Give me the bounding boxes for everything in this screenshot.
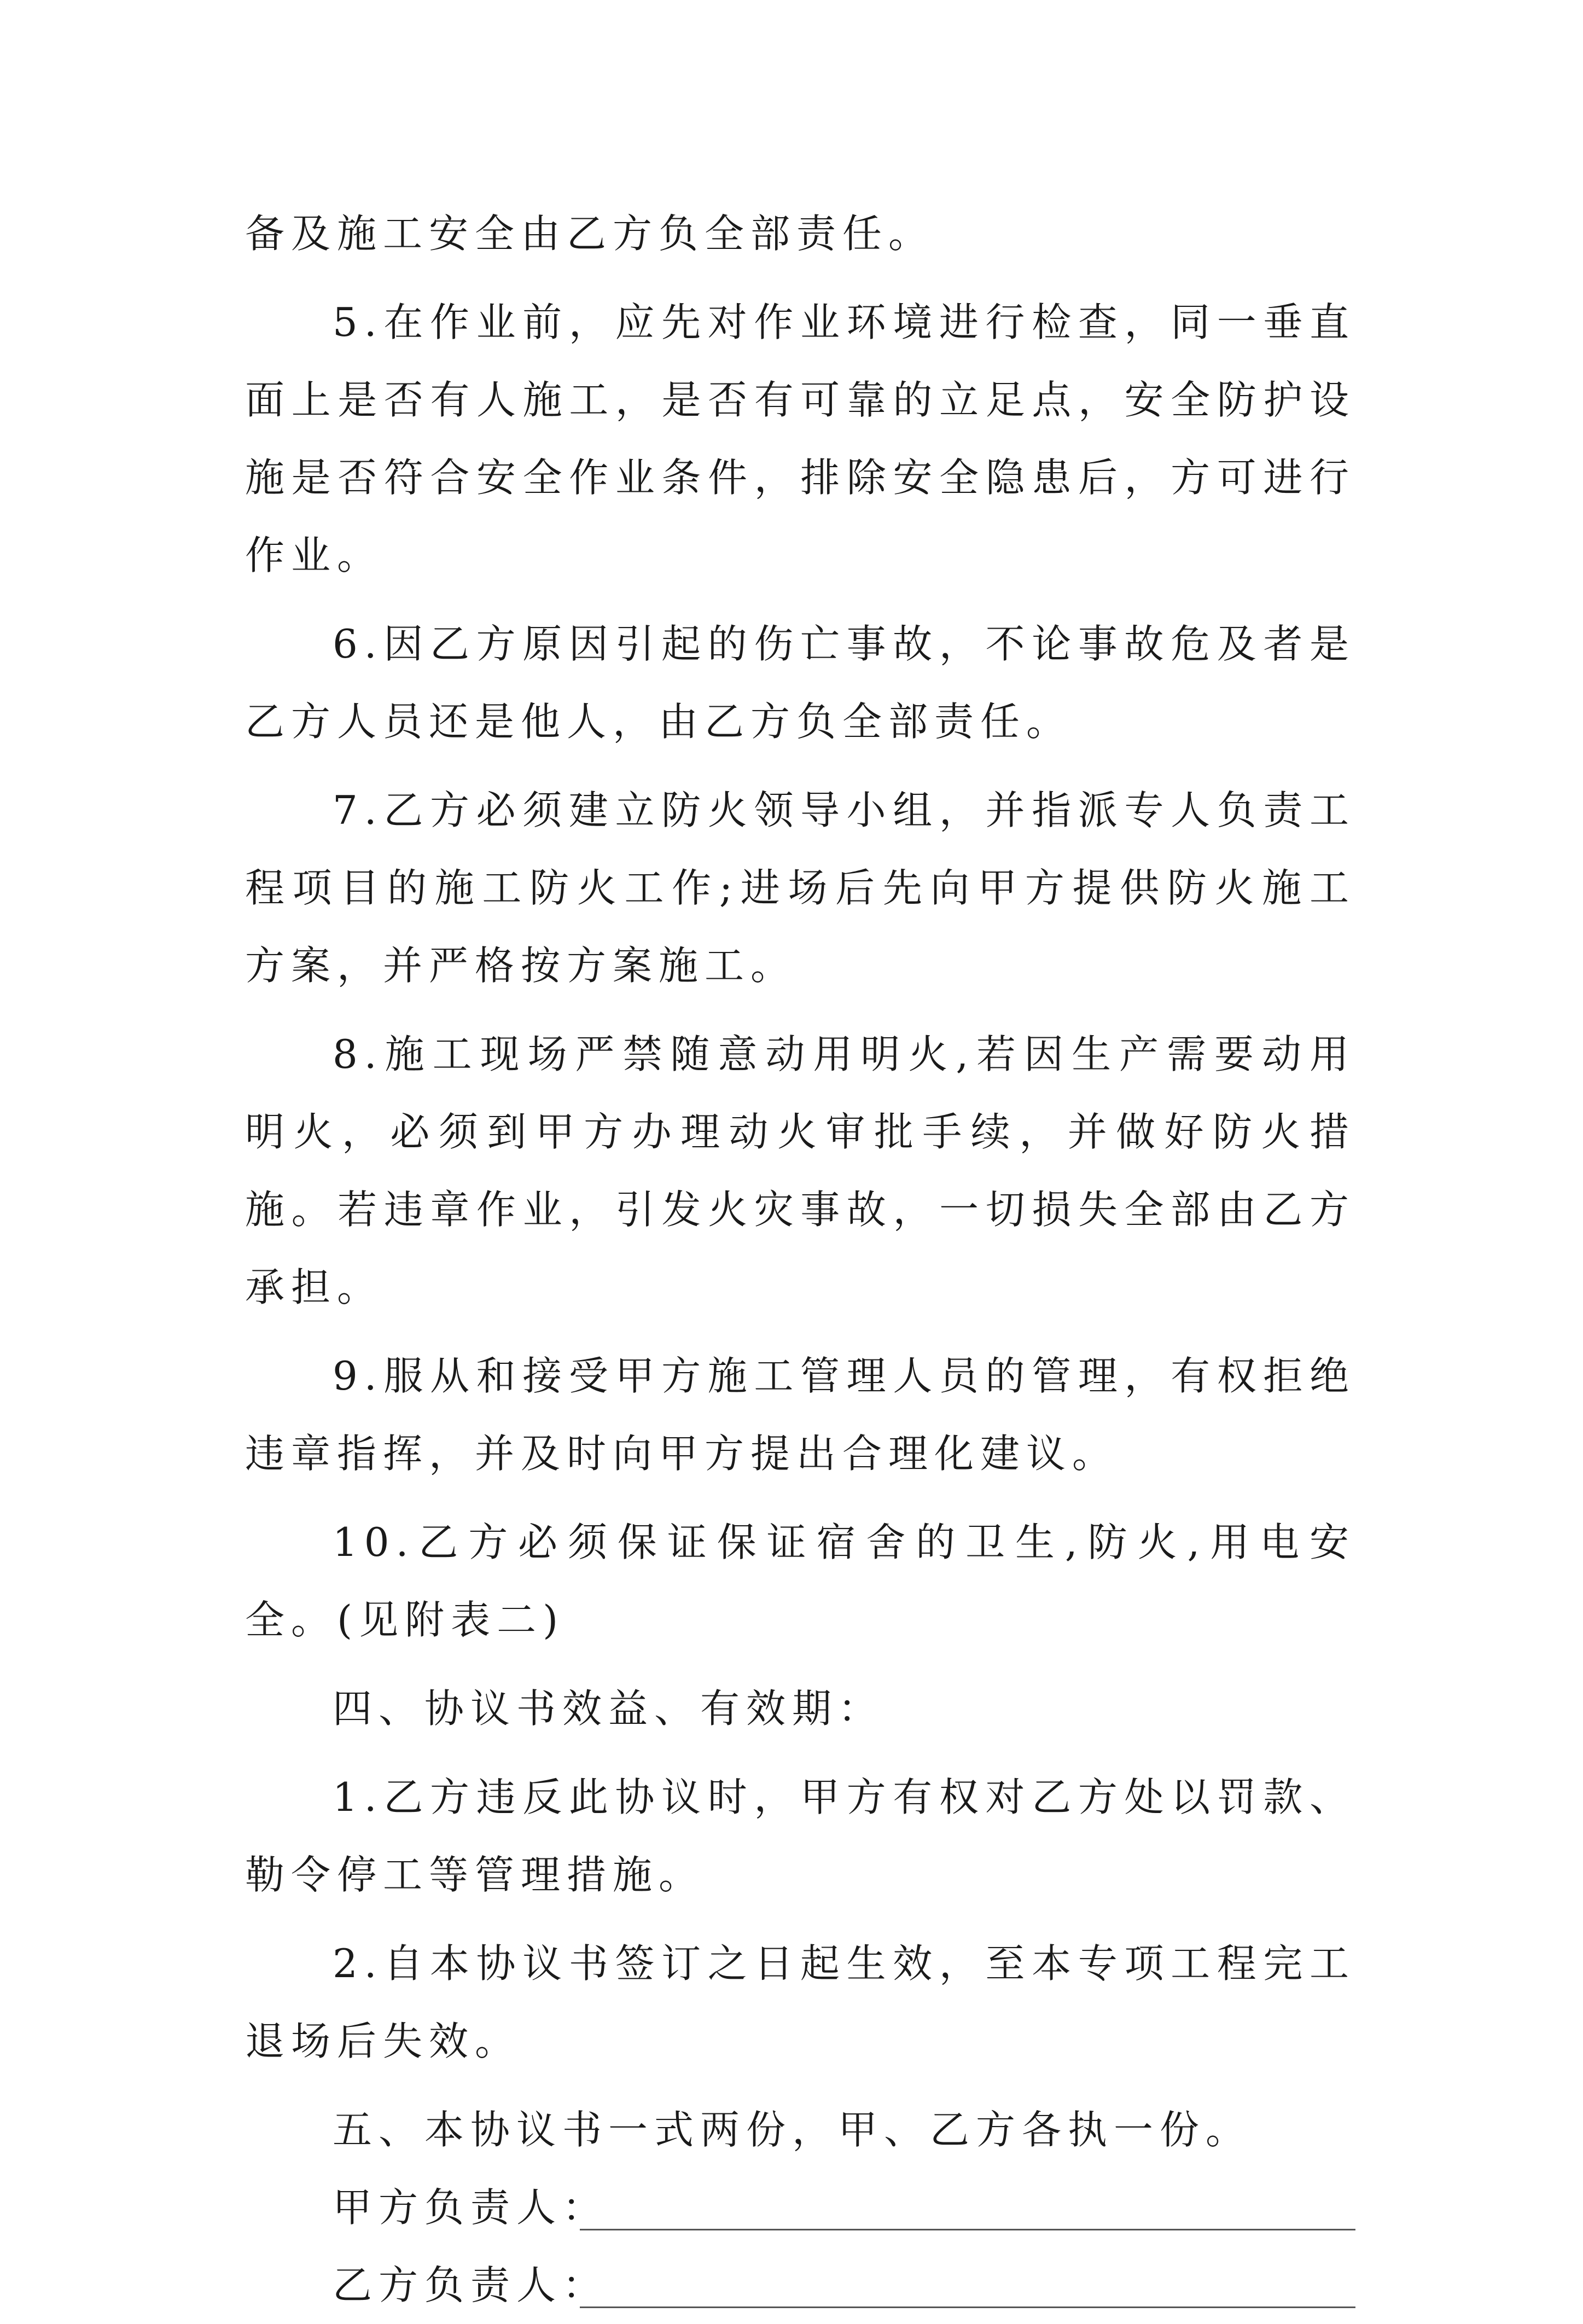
party-a-signature-blank bbox=[580, 2229, 1355, 2230]
party-b-signature-line bbox=[245, 2246, 1355, 2324]
section-heading-4: 四、协议书效益、有效期： bbox=[333, 1686, 884, 1732]
document-body bbox=[245, 195, 1355, 2324]
paragraph-item-7: 7.乙方必须建立防火领导小组，并指派专人负责工程项目的施工防火工作;进场后先向甲方提供防火施工方案，并严格按方案施工。 bbox=[245, 787, 1355, 989]
paragraph-item-6: 6.因乙方原因引起的伤亡事故，不论事故危及者是乙方人员还是他人，由乙方负全部责任。 bbox=[245, 621, 1355, 745]
paragraph-continuation: 备及施工安全由乙方负全部责任。 bbox=[245, 211, 935, 257]
paragraph-item-5: 5.在作业前，应先对作业环境进行检查，同一垂直面上是否有人施工，是否有可靠的立足点，安全防护设施是否符合安全作业条件，排除安全隐患后，方可进行作业。 bbox=[245, 299, 1355, 578]
paragraph-section4-item-2: 2.自本协议书签订之日起生效，至本专项工程完工退场后失效。 bbox=[245, 1940, 1355, 2064]
paragraph-item-8: 8.施工现场严禁随意动用明火,若因生产需要动用明火，必须到甲方办理动火审批手续，并做好防火措施。若违章作业，引发火灾事故，一切损失全部由乙方承担。 bbox=[245, 1031, 1355, 1310]
party-b-signature-label: 乙方负责人： bbox=[333, 2262, 609, 2308]
section-heading-5: 五、本协议书一式两份，甲、乙方各执一份。 bbox=[333, 2107, 1252, 2153]
party-b-signature-blank bbox=[580, 2306, 1355, 2308]
party-a-signature-label: 甲方负责人： bbox=[333, 2184, 609, 2230]
party-a-signature-line bbox=[245, 2169, 1355, 2246]
paragraph-item-9: 9.服从和接受甲方施工管理人员的管理，有权拒绝违章指挥，并及时向甲方提出合理化建议。 bbox=[245, 1353, 1355, 1477]
paragraph-item-10: 10.乙方必须保证保证宿舍的卫生,防火,用电安全。(见附表二) bbox=[245, 1519, 1355, 1643]
paragraph-section4-item-1: 1.乙方违反此协议时，甲方有权对乙方处以罚款、勒令停工等管理措施。 bbox=[245, 1774, 1355, 1898]
